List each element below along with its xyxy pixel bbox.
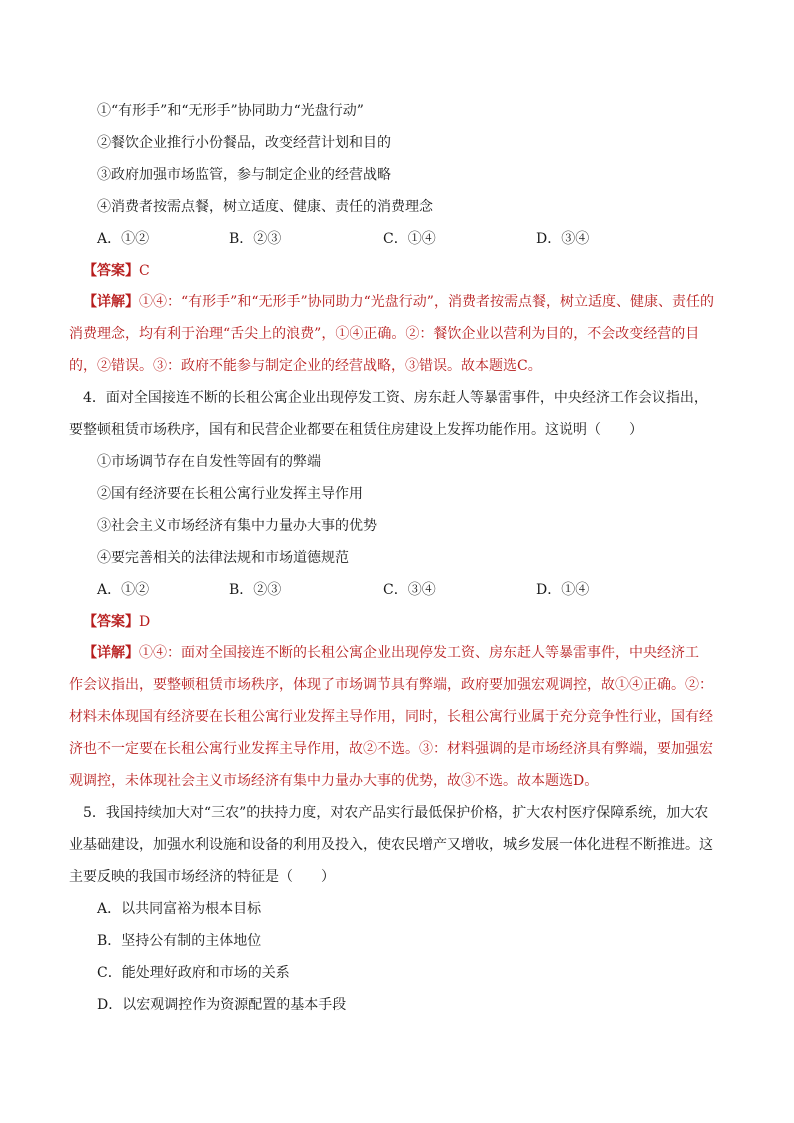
detail-label: 【详解】 [83, 294, 139, 310]
q5-option-c: C．能处理好政府和市场的关系 [97, 965, 290, 981]
q3-option-b: B．②③ [229, 231, 282, 247]
answer-label: 【答案】 [83, 614, 139, 630]
q3-item-4: ④消费者按需点餐，树立适度、健康、责任的消费理念 [97, 199, 433, 215]
q4-item-1: ①市场调节存在自发性等固有的弊端 [97, 454, 321, 470]
q3-item-2: ②餐饮企业推行小份餐品，改变经营计划和目的 [97, 135, 391, 151]
q4-option-d: D．①④ [536, 582, 590, 598]
detail-label: 【详解】 [83, 645, 139, 661]
q5-stem-line-3: 主要反映的我国市场经济的特征是（ ） [69, 869, 335, 885]
answer-label: 【答案】 [83, 263, 139, 279]
q3-detail-line-1 [83, 292, 714, 312]
q4-option-a: A．①② [97, 582, 150, 598]
q4-detail-line-1 [83, 643, 699, 663]
q4-stem-line-2: 要整顿租赁市场秩序，国有和民营企业都要在租赁住房建设上发挥功能作用。这说明（ ） [69, 422, 643, 438]
detail-text: ①④：“有形手”和“无形手”协同助力“光盘行动”，消费者按需点餐，树立适度、健康、责任的 [139, 294, 714, 310]
q4-option-b: B．②③ [229, 582, 282, 598]
q5-stem-line-2: 业基础建设，加强水利设施和设备的利用及投入，使农民增产又增收，城乡发展一体化进程不断推进。这 [69, 837, 713, 853]
q3-detail-line-2: 消费理念，均有利于治理“舌尖上的浪费”，①④正确。②：餐饮企业以营利为目的，不会改变经营的目 [69, 326, 700, 342]
q4-detail-line-2: 作会议指出，要整顿租赁市场秩序，体现了市场调节具有弊端，政府要加强宏观调控，故①④正确。②： [69, 677, 713, 693]
q4-option-c: C．③④ [383, 582, 436, 598]
answer-value: D [139, 614, 151, 630]
q4-item-3: ③社会主义市场经济有集中力量办大事的优势 [97, 518, 377, 534]
q3-option-a: A．①② [97, 231, 150, 247]
q4-item-2: ②国有经济要在长租公寓行业发挥主导作用 [97, 486, 363, 502]
q3-item-3: ③政府加强市场监管，参与制定企业的经营战略 [97, 167, 391, 183]
q4-stem-line-1: 4．面对全国接连不断的长租公寓企业出现停发工资、房东赶人等暴雷事件，中央经济工作会议指出， [83, 390, 708, 406]
q3-answer [83, 261, 150, 281]
q5-option-d: D．以宏观调控作为资源配置的基本手段 [97, 997, 347, 1013]
q5-option-b: B．坚持公有制的主体地位 [97, 933, 262, 949]
q4-detail-line-3: 材料未体现国有经济要在长租公寓行业发挥主导作用，同时，长租公寓行业属于充分竞争性行业，国有经 [69, 709, 713, 725]
q5-stem-line-1: 5．我国持续加大对“三农”的扶持力度，对农产品实行最低保护价格，扩大农村医疗保障系统，加大农 [83, 805, 709, 821]
q3-option-c: C．①④ [383, 231, 436, 247]
q5-option-a: A．以共同富裕为根本目标 [97, 901, 262, 917]
q4-detail-line-4: 济也不一定要在长租公寓行业发挥主导作用，故②不选。③：材料强调的是市场经济具有弊端，要加强宏 [69, 741, 713, 757]
q4-item-4: ④要完善相关的法律法规和市场道德规范 [97, 550, 349, 566]
answer-value: C [139, 263, 150, 279]
q3-item-1: ①“有形手”和“无形手”协同助力“光盘行动” [97, 103, 364, 119]
q3-detail-line-3: 的，②错误。③：政府不能参与制定企业的经营战略，③错误。故本题选C。 [69, 358, 542, 374]
q3-option-d: D．③④ [536, 231, 590, 247]
detail-text: ①④：面对全国接连不断的长租公寓企业出现停发工资、房东赶人等暴雷事件，中央经济工 [139, 645, 699, 661]
q4-answer [83, 612, 150, 632]
q4-detail-line-5: 观调控，未体现社会主义市场经济有集中力量办大事的优势，故③不选。故本题选D。 [69, 773, 599, 789]
